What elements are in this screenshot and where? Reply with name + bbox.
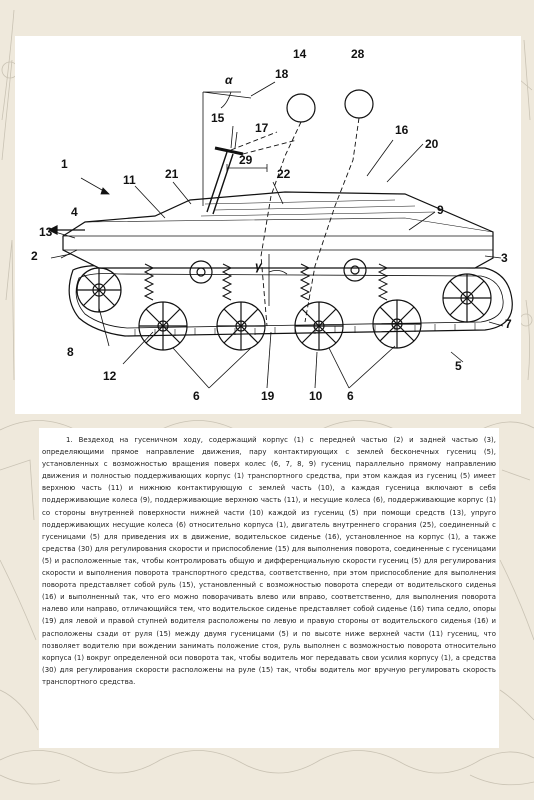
label-8: 8 <box>67 345 74 359</box>
road-wheels <box>139 300 421 350</box>
label-4: 4 <box>71 205 78 219</box>
label-5: 5 <box>455 359 462 373</box>
head-position-14 <box>287 94 315 122</box>
label-9: 9 <box>437 203 444 217</box>
label-12: 12 <box>103 369 117 383</box>
hull <box>63 192 493 268</box>
label-16: 16 <box>395 123 409 137</box>
label-17: 17 <box>255 121 269 135</box>
front-sprocket <box>77 268 121 312</box>
claim-text-panel <box>39 428 499 748</box>
label-1: 1 <box>61 157 68 171</box>
label-10: 10 <box>309 389 323 403</box>
label-6-right: 6 <box>347 389 354 403</box>
label-7: 7 <box>505 317 512 331</box>
label-22: 22 <box>277 167 291 181</box>
label-19: 19 <box>261 389 275 403</box>
label-21: 21 <box>165 167 179 181</box>
vehicle-drawing <box>15 36 521 414</box>
label-alpha: α <box>225 73 233 87</box>
label-29: 29 <box>239 153 253 167</box>
label-20: 20 <box>425 137 439 151</box>
rear-wheel <box>443 274 491 322</box>
label-3: 3 <box>501 251 508 265</box>
label-14: 14 <box>293 47 307 61</box>
label-28: 28 <box>351 47 365 61</box>
label-13: 13 <box>39 225 53 239</box>
claim-paragraph: 1. Вездеход на гусеничном ходу, содержащий корпус (1) с передней частью (2) и задней частью (3), определяющими прямое направление движения, пару контактирующих с землей бесконечных гусениц (5), установленных с возможностью вращения поверх колес (6, 7, 8, 9) гусениц параллельно прямому направлению движения и полностью поддерживающих корпус (1) транспортного средства, при этом каждая из гусениц (5) имеет верхнюю часть (11) и нижнюю контактирующую с землей часть (10), а каждая гусеница включают в себя поддерживающие колеса (9), поддерживающие верхнюю часть (11), и несущие колеса (6), поддерживающие корпус (1) со стороны внутренней поверхности нижней части (10) каждой из гусениц (5) при помощи средств (13), упруго поддерживающих несущие колеса (6) относительно корпуса (1), двигатель внутреннего сгорания (25), соединенный с гусеницами (5) для приведения их в движение, водительское сиденье (16), установленное на корпус (1), а также средства (30) для регулирования скорости и приспособление (15) для выполнения поворота, соединенные с гусеницами (5) и расположенные так, чтобы контролировать общую и дифференциальную скорости гусениц (5) для регулирования скорости и выполнения поворота транспортного средства, соответственно, при этом приспособление для выполнения поворота представляет собой руль (15), установленный с возможностью поворота спереди от водительского сиденья (16) и выполненный так, что его можно поворачивать влево или вправо, соответственно, для выполнения поворота налево или направо, отличающийся тем, что водительское сиденье представляет собой сиденье (16) типа седло, опоры (19) для левой и правой ступней водителя расположены по левую и правую стороны от водительского сиденья (16) и расположены сзади от руля (15) между двумя гусеницами (5) и по высоте ниже верхней части (11) гусениц, что позволяет водителю при вождении занимать положение стоя, руль выполнен с возможностью поворота относительно корпуса (1) вокруг определенной оси поворота так, чтобы водитель мог передавать свои усилия корпусу (1), а средства (30) для регулирования скорости расположены на руле (15) так, чтобы водитель мог вручную регулировать скорость транспортного средства. <box>42 436 496 686</box>
label-6-left: 6 <box>193 389 200 403</box>
label-gamma: γ <box>255 259 262 273</box>
label-11: 11 <box>123 173 136 187</box>
label-2: 2 <box>31 249 38 263</box>
head-position-28 <box>345 90 373 118</box>
label-15: 15 <box>211 111 225 125</box>
patent-figure-panel <box>15 36 521 414</box>
label-18: 18 <box>275 67 289 81</box>
